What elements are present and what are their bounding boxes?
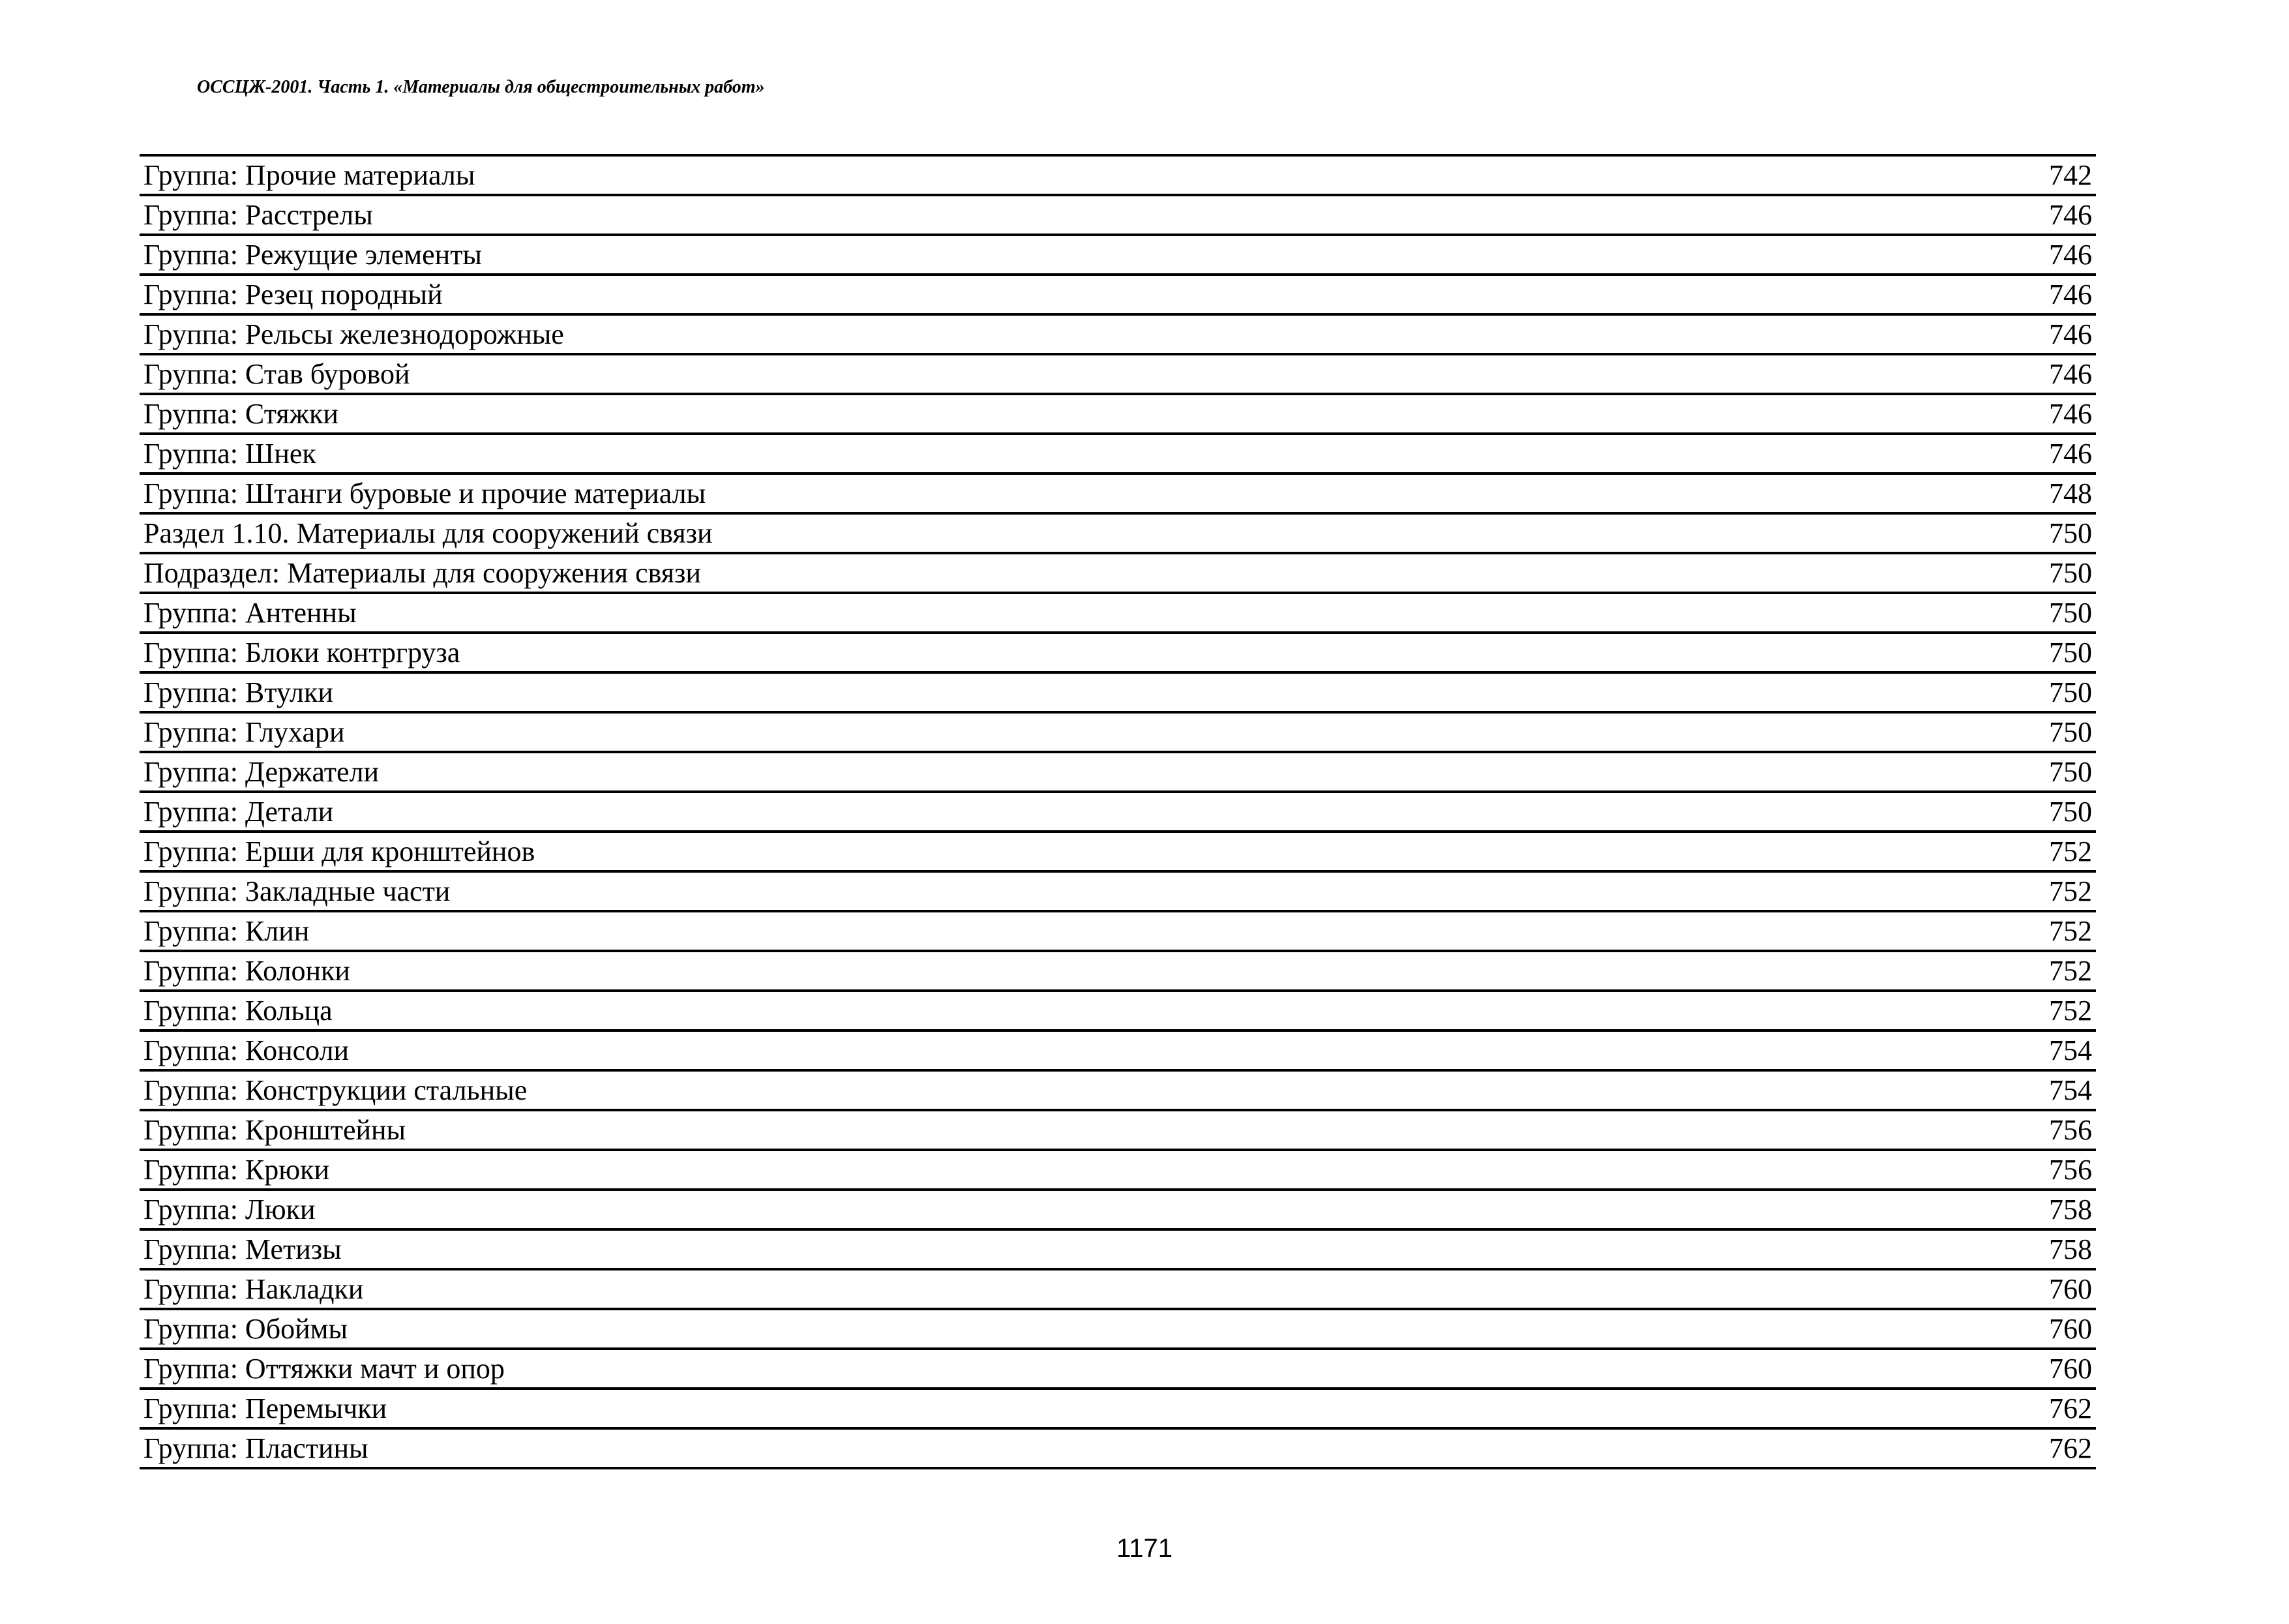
table-of-contents xyxy=(140,154,2096,1469)
toc-entry-title: Группа: Рельсы железнодорожные xyxy=(143,318,564,350)
toc-entry-title: Раздел 1.10. Материалы для сооружений связи xyxy=(143,517,713,549)
toc-row xyxy=(140,316,2096,355)
toc-entry-page: 748 xyxy=(2049,477,2092,509)
toc-entry-page: 756 xyxy=(2049,1154,2092,1186)
toc-row xyxy=(140,1350,2096,1390)
toc-entry-page: 752 xyxy=(2049,995,2092,1027)
toc-row xyxy=(140,1231,2096,1271)
toc-entry-page: 746 xyxy=(2049,318,2092,350)
toc-row xyxy=(140,714,2096,753)
toc-entry-title: Группа: Кронштейны xyxy=(143,1114,406,1146)
toc-entry-page: 746 xyxy=(2049,278,2092,310)
toc-entry-title: Группа: Конструкции стальные xyxy=(143,1074,528,1106)
toc-entry-page: 746 xyxy=(2049,438,2092,470)
toc-row xyxy=(140,833,2096,873)
toc-entry-title: Группа: Шнек xyxy=(143,438,316,470)
toc-row xyxy=(140,475,2096,515)
toc-row xyxy=(140,236,2096,276)
toc-entry-title: Группа: Детали xyxy=(143,796,334,828)
toc-entry-page: 750 xyxy=(2049,716,2092,748)
toc-entry-page: 750 xyxy=(2049,796,2092,828)
toc-entry-page: 754 xyxy=(2049,1074,2092,1106)
toc-row xyxy=(140,634,2096,674)
toc-entry-page: 752 xyxy=(2049,875,2092,907)
toc-entry-page: 752 xyxy=(2049,955,2092,987)
toc-row xyxy=(140,674,2096,714)
toc-row xyxy=(140,276,2096,316)
toc-row xyxy=(140,1191,2096,1231)
toc-entry-title: Группа: Консоли xyxy=(143,1034,350,1066)
toc-entry-title: Группа: Блоки контргруза xyxy=(143,637,460,669)
toc-entry-page: 760 xyxy=(2049,1353,2092,1385)
toc-entry-page: 750 xyxy=(2049,756,2092,788)
toc-entry-title: Группа: Люки xyxy=(143,1194,316,1226)
toc-entry-title: Группа: Глухари xyxy=(143,716,345,748)
toc-row xyxy=(140,1032,2096,1072)
toc-entry-page: 752 xyxy=(2049,835,2092,867)
toc-entry-title: Группа: Перемычки xyxy=(143,1392,387,1424)
toc-entry-title: Группа: Закладные части xyxy=(143,875,451,907)
toc-row xyxy=(140,157,2096,196)
toc-row xyxy=(140,952,2096,992)
toc-entry-title: Группа: Обоймы xyxy=(143,1313,348,1345)
toc-entry-title: Группа: Ерши для кронштейнов xyxy=(143,835,535,867)
toc-row xyxy=(140,1430,2096,1469)
toc-entry-page: 746 xyxy=(2049,239,2092,271)
toc-row xyxy=(140,515,2096,554)
toc-row xyxy=(140,912,2096,952)
toc-entry-title: Группа: Антенны xyxy=(143,597,357,629)
toc-row xyxy=(140,992,2096,1032)
toc-row xyxy=(140,1151,2096,1191)
toc-entry-page: 750 xyxy=(2049,517,2092,549)
toc-entry-page: 746 xyxy=(2049,199,2092,231)
toc-entry-title: Группа: Кольца xyxy=(143,995,333,1027)
toc-entry-page: 750 xyxy=(2049,676,2092,708)
toc-entry-title: Группа: Крюки xyxy=(143,1154,330,1186)
toc-entry-title: Группа: Втулки xyxy=(143,676,333,708)
toc-row xyxy=(140,1111,2096,1151)
toc-row xyxy=(140,395,2096,435)
toc-row xyxy=(140,355,2096,395)
toc-entry-page: 762 xyxy=(2049,1392,2092,1424)
toc-row xyxy=(140,1072,2096,1111)
toc-entry-page: 754 xyxy=(2049,1034,2092,1066)
toc-entry-page: 760 xyxy=(2049,1273,2092,1305)
toc-entry-title: Группа: Держатели xyxy=(143,756,380,788)
toc-row xyxy=(140,1310,2096,1350)
toc-entry-page: 760 xyxy=(2049,1313,2092,1345)
toc-entry-title: Группа: Став буровой xyxy=(143,358,410,390)
toc-entry-page: 762 xyxy=(2049,1432,2092,1464)
page-number: 1171 xyxy=(1116,1534,1173,1563)
toc-entry-title: Группа: Штанги буровые и прочие материалы xyxy=(143,477,706,509)
toc-entry-page: 746 xyxy=(2049,358,2092,390)
toc-entry-title: Группа: Резец породный xyxy=(143,278,443,310)
toc-entry-title: Подраздел: Материалы для сооружения связи xyxy=(143,557,701,589)
toc-row xyxy=(140,1390,2096,1430)
toc-row xyxy=(140,594,2096,634)
toc-entry-page: 750 xyxy=(2049,597,2092,629)
toc-entry-title: Группа: Оттяжки мачт и опор xyxy=(143,1353,505,1385)
toc-entry-title: Группа: Пластины xyxy=(143,1432,368,1464)
toc-row xyxy=(140,554,2096,594)
toc-entry-page: 750 xyxy=(2049,557,2092,589)
toc-entry-title: Группа: Расстрелы xyxy=(143,199,373,231)
toc-entry-page: 756 xyxy=(2049,1114,2092,1146)
toc-entry-title: Группа: Колонки xyxy=(143,955,350,987)
toc-entry-title: Группа: Режущие элементы xyxy=(143,239,482,271)
toc-entry-page: 746 xyxy=(2049,398,2092,430)
toc-entry-title: Группа: Метизы xyxy=(143,1233,342,1265)
toc-row xyxy=(140,793,2096,833)
toc-row xyxy=(140,435,2096,475)
toc-entry-page: 752 xyxy=(2049,915,2092,947)
toc-entry-page: 758 xyxy=(2049,1194,2092,1226)
toc-entry-title: Группа: Прочие материалы xyxy=(143,159,475,191)
toc-entry-page: 758 xyxy=(2049,1233,2092,1265)
toc-row xyxy=(140,753,2096,793)
toc-row xyxy=(140,196,2096,236)
toc-entry-title: Группа: Клин xyxy=(143,915,310,947)
toc-entry-title: Группа: Стяжки xyxy=(143,398,338,430)
toc-row xyxy=(140,873,2096,912)
toc-entry-title: Группа: Накладки xyxy=(143,1273,364,1305)
document-header: ОССЦЖ-2001. Часть 1. «Материалы для общестроительных работ» xyxy=(197,77,765,97)
toc-row xyxy=(140,1271,2096,1310)
toc-entry-page: 742 xyxy=(2049,159,2092,191)
toc-entry-page: 750 xyxy=(2049,637,2092,669)
